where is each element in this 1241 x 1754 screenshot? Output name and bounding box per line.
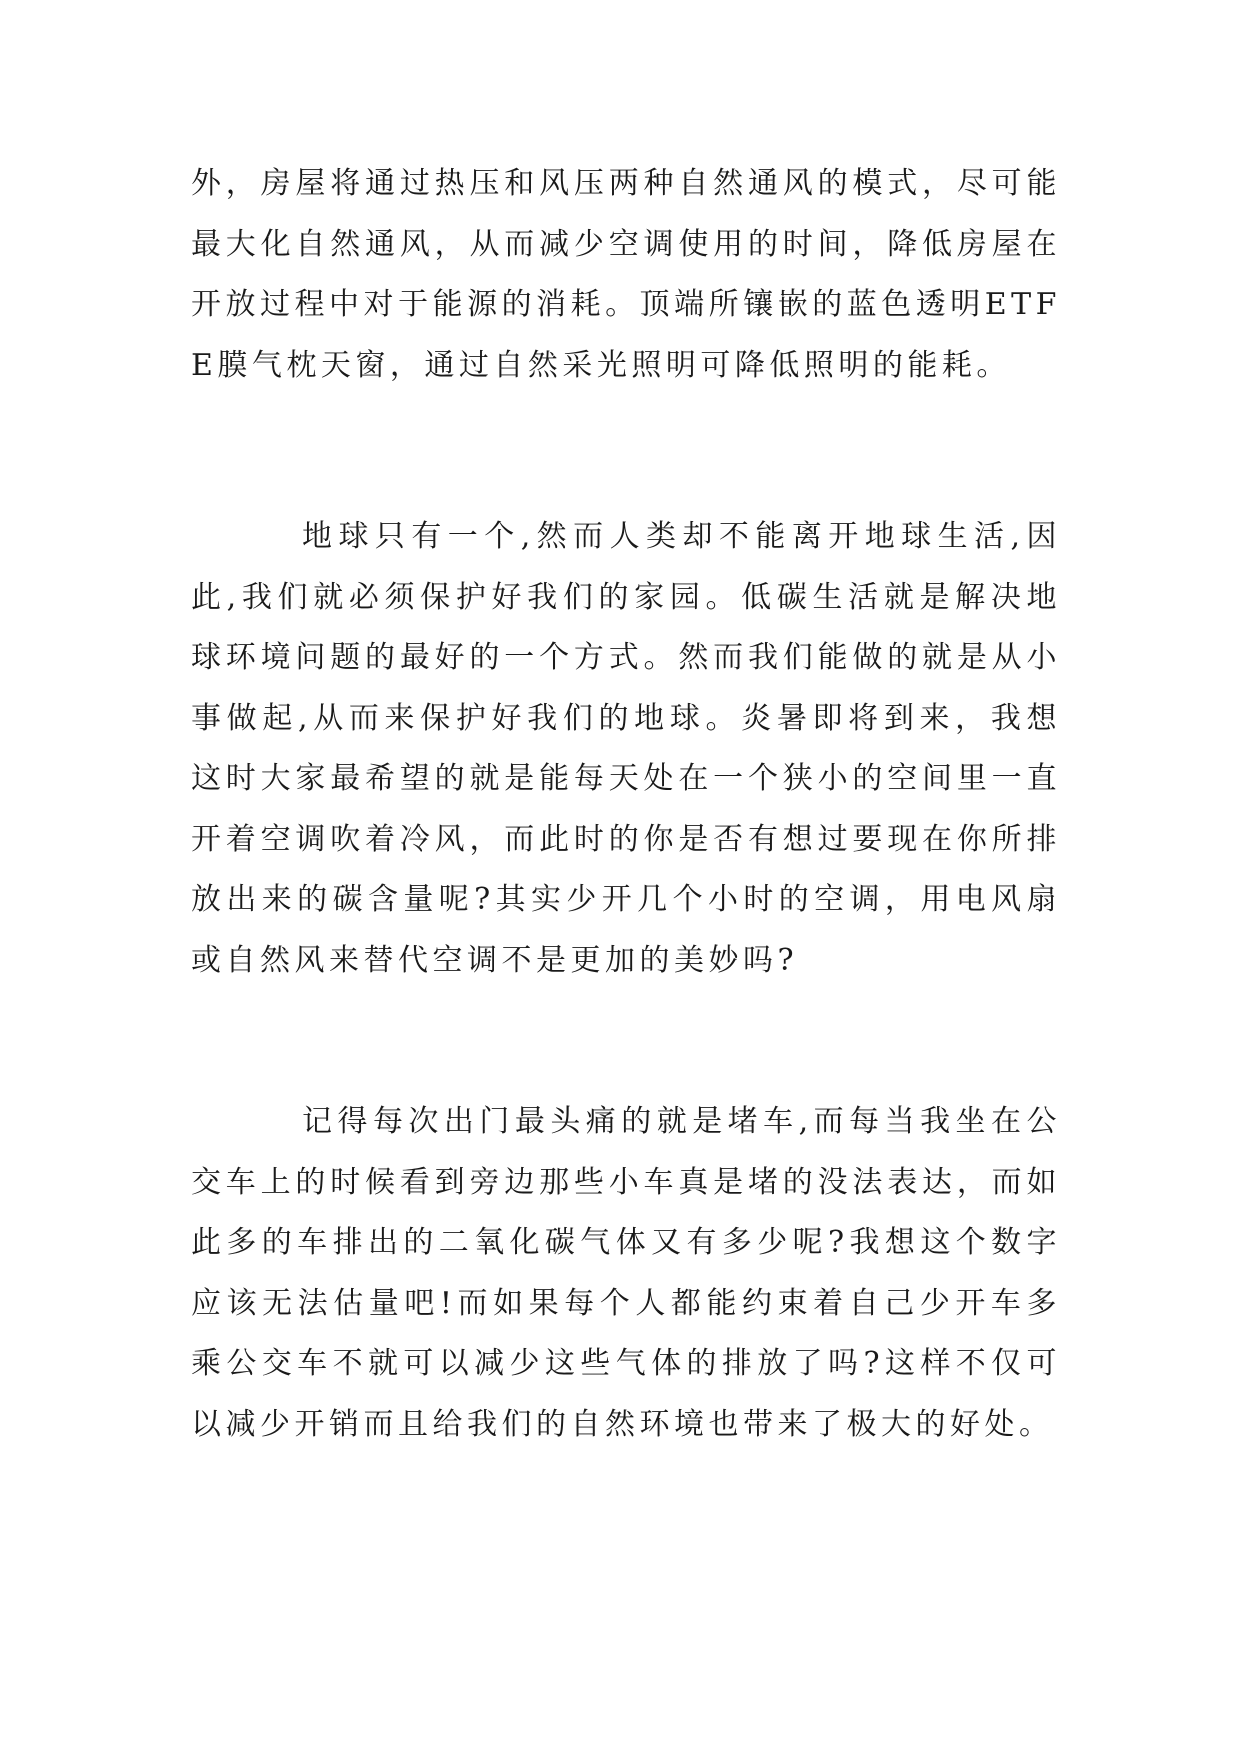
paragraph-2: 地球只有一个,然而人类却不能离开地球生活,因此,我们就必须保护好我们的家园。低碳生活就是解决地球环境问题的最好的一个方式。然而我们能做的就是从小事做起,从而来保护好我们的地球。炎暑即将到来，我想这时大家最希望的就是能每天处在一个狭小的空间里一直开着空调吹着冷风，而此时的你是否有想过要现在你所排放出来的碳含量呢?其实少开几个小时的空调，用电风扇或自然风来替代空调不是更加的美妙吗? [191,519,1061,978]
paragraph-1: 外，房屋将通过热压和风压两种自然通风的模式，尽可能最大化自然通风，从而减少空调使用的时间，降低房屋在开放过程中对于能源的消耗。顶端所镶嵌的蓝色透明ETFE膜气枕天窗，通过自然采光照明可降低照明的能耗。 [191,166,1061,383]
paragraph-3: 记得每次出门最头痛的就是堵车,而每当我坐在公交车上的时候看到旁边那些小车真是堵的没法表达，而如此多的车排出的二氧化碳气体又有多少呢?我想这个数字应该无法估量吧!而如果每个人都能约束着自己少开车多乘公交车不就可以减少这些气体的排放了吗?这样不仅可以减少开销而且给我们的自然环境也带来了极大的好处。 [191,1104,1061,1442]
